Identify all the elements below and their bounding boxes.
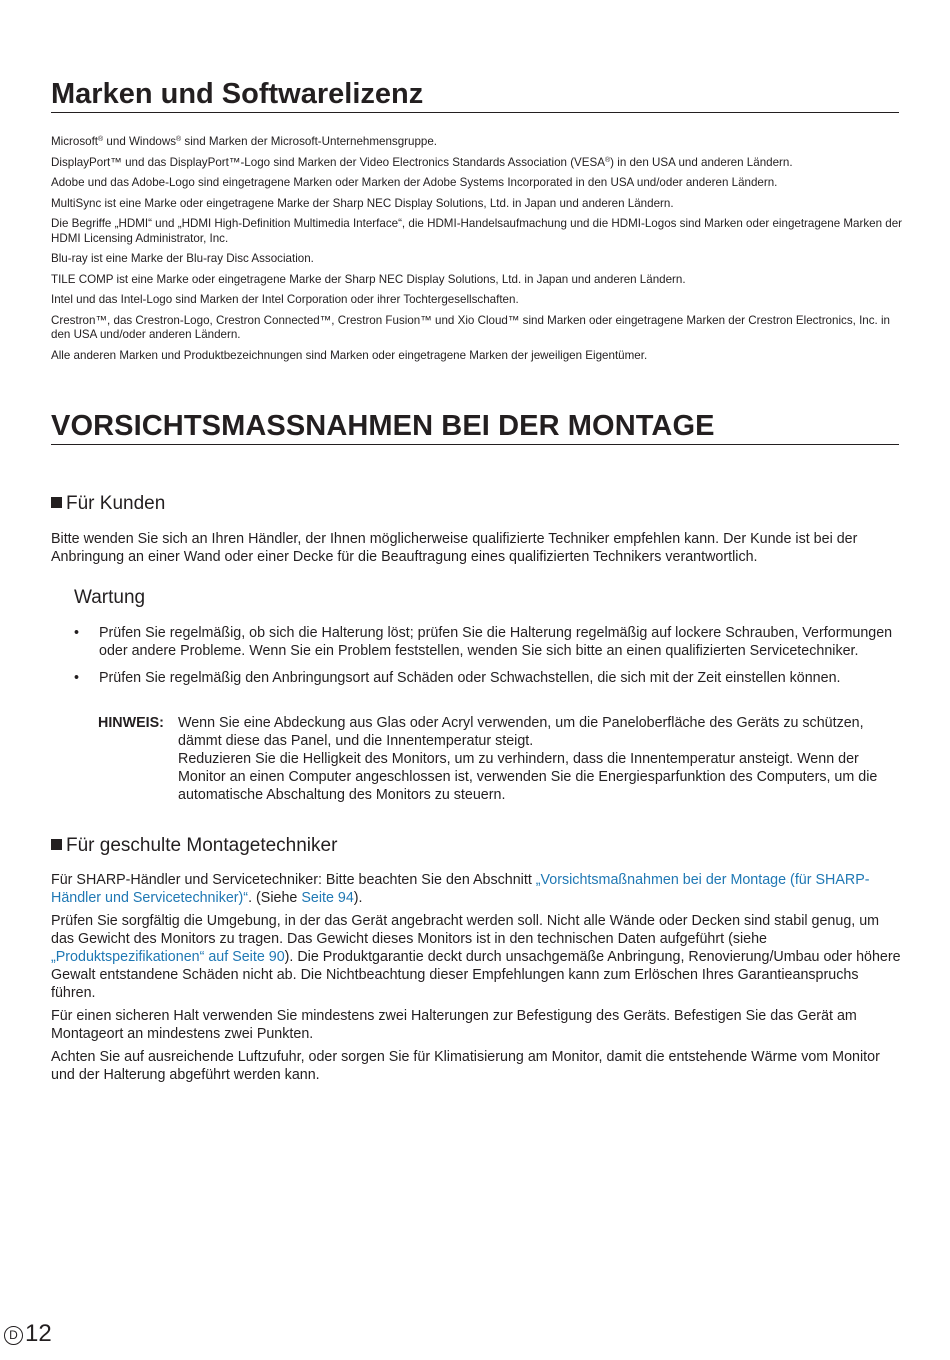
paragraph-text: . (Siehe — [248, 890, 302, 906]
heading-customers-label: Für Kunden — [66, 493, 166, 514]
bullet-icon: • — [74, 625, 80, 641]
registered-mark: ® — [604, 156, 611, 164]
square-bullet-icon — [51, 497, 62, 508]
paragraph-text: ). Die Produktgarantie deckt durch unsachgemäße Anbringung, Renovierung/Umbau oder höhere Gewalt entstandene Schäden nicht ab. Die Nichtbeachtung dieser Empfehlungen kann zum Erlöschen Ihres Garantieanspruchs führen. — [51, 949, 901, 1001]
page-number: 12 — [25, 1320, 52, 1347]
installers-paragraph-block — [51, 871, 906, 1089]
square-bullet-icon — [51, 839, 62, 850]
trademark-item: TILE COMP ist eine Marke oder eingetragene Marke der Sharp NEC Display Solutions, Ltd. in Japan und anderen Ländern. — [51, 272, 686, 286]
installers-paragraph: Für einen sicheren Halt verwenden Sie mindestens zwei Halterungen zur Befestigung des Geräts. Befestigen Sie das Gerät am Montageort an mindestens zwei Punkten. — [51, 1008, 857, 1042]
section-title-trademarks: Marken und Softwarelizenz — [51, 80, 899, 113]
section-title-mounting-precautions: VORSICHTSMASSNAHMEN BEI DER MONTAGE — [51, 412, 899, 445]
page-footer — [4, 1322, 52, 1346]
heading-customers — [51, 494, 165, 513]
trademark-item — [51, 156, 906, 171]
trademark-text: und Windows — [103, 135, 177, 148]
registered-mark: ® — [98, 136, 104, 143]
heading-installers — [51, 836, 337, 855]
paragraph-text: Für SHARP-Händler und Servicetechniker: Bitte beachten Sie den Abschnitt — [51, 872, 536, 888]
list-item — [74, 669, 902, 687]
trademark-text: ) in den USA und anderen Ländern. — [610, 155, 793, 169]
list-item-text: Prüfen Sie regelmäßig, ob sich die Halterung löst; prüfen Sie die Halterung regelmäßig auf lockere Schrauben, Verformungen oder andere Probleme. Wenn Sie ein Problem feststellen, wenden Sie sich bitte an einen qualifizierten Servicetechniker. — [99, 625, 893, 659]
note-line: Wenn Sie eine Abdeckung aus Glas oder Acryl verwenden, um die Paneloberfläche des Geräts zu schützen, dämmt diese das Panel, und die Innentemperatur steigt. — [178, 715, 864, 749]
note-block — [98, 714, 903, 804]
link-page-94[interactable]: Seite 94 — [301, 890, 354, 906]
note-label: HINWEIS: — [98, 715, 164, 731]
heading-maintenance: Wartung — [74, 587, 146, 608]
installers-paragraph — [51, 912, 906, 1002]
bullet-icon: • — [74, 670, 80, 686]
paragraph-text: Prüfen Sie sorgfältig die Umgebung, in der das Gerät angebracht werden soll. Nicht alle Wände oder Decken sind stabil genug, um das Gewicht des Monitors zu tragen. Das Gewicht dieses Monitors ist in den technischen Daten aufgeführt (siehe — [51, 913, 880, 947]
trademark-item: Alle anderen Marken und Produktbezeichnungen sind Marken oder eingetragene Marken der jeweiligen Eigentümer. — [51, 348, 648, 362]
trademark-item: Blu-ray ist eine Marke der Blu-ray Disc Association. — [51, 252, 314, 265]
note-content — [178, 714, 903, 804]
trademark-text: sind Marken der Microsoft-Unternehmensgruppe. — [181, 135, 438, 148]
registered-mark: ® — [176, 136, 182, 143]
list-item-text: Prüfen Sie regelmäßig den Anbringungsort auf Schäden oder Schwachstellen, die sich mit der Zeit einstellen können. — [99, 670, 841, 686]
link-mounting-precautions-dealers[interactable]: „Vorsichtsmaßnahmen bei der Montage (für SHARP-Händler und Servicetechniker)“ — [51, 872, 870, 906]
maintenance-list — [74, 624, 902, 696]
installers-paragraph: Achten Sie auf ausreichende Luftzufuhr, oder sorgen Sie für Klimatisierung am Monitor, damit die entstehende Wärme vom Monitor und der Halterung abgeführt werden kann. — [51, 1049, 880, 1083]
trademark-item — [51, 135, 906, 150]
list-item — [74, 624, 902, 660]
trademark-text: Microsoft — [51, 135, 99, 148]
note-line: Reduzieren Sie die Helligkeit des Monitors, um zu verhindern, dass die Innentemperatur ansteigt. Wenn der Monitor an einen Computer angeschlossen ist, verwenden Sie die Energiesparfunktion des Computers, um die automatische Abschaltung des Monitors zu steuern. — [178, 751, 878, 803]
trademark-item: Intel und das Intel-Logo sind Marken der Intel Corporation oder ihrer Tochtergesellschaften. — [51, 293, 519, 306]
customers-paragraph-block — [51, 530, 906, 571]
trademark-item: MultiSync ist eine Marke oder eingetragene Marke der Sharp NEC Display Solutions, Ltd. in Japan und anderen Ländern. — [51, 196, 674, 210]
link-product-specifications[interactable]: „Produktspezifikationen“ auf Seite 90 — [51, 949, 285, 965]
trademark-item: Die Begriffe „HDMI“ und „HDMI High-Definition Multimedia Interface“, die HDMI-Handelsaufmachung und die HDMI-Logos sind Marken oder eingetragene Marken der HDMI Licensing Administrator, Inc. — [51, 217, 903, 245]
language-circle-icon: D — [4, 1326, 23, 1345]
customers-paragraph: Bitte wenden Sie sich an Ihren Händler, der Ihnen möglicherweise qualifizierte Techniker empfehlen kann. Der Kunde ist bei der Anbringung an einer Wand oder einer Decke für die Beauftragung eines qualifizierten Technikers verantwortlich. — [51, 531, 858, 565]
trademark-text: DisplayPort™ und das DisplayPort™-Logo sind Marken der Video Electronics Standards Association (VESA — [51, 155, 605, 169]
heading-installers-label: Für geschulte Montagetechniker — [66, 835, 338, 856]
installers-paragraph — [51, 871, 906, 907]
paragraph-text: ). — [353, 890, 363, 906]
trademark-item: Crestron™, das Crestron-Logo, Crestron Connected™, Crestron Fusion™ und Xio Cloud™ sind Marken oder eingetragene Marken der Crestron Electronics, Inc. in den USA und/oder anderen Ländern. — [51, 313, 891, 341]
trademark-item: Adobe und das Adobe-Logo sind eingetragene Marken oder Marken der Adobe Systems Incorporated in den USA und/oder anderen Ländern. — [51, 176, 778, 189]
trademark-list — [51, 135, 906, 369]
